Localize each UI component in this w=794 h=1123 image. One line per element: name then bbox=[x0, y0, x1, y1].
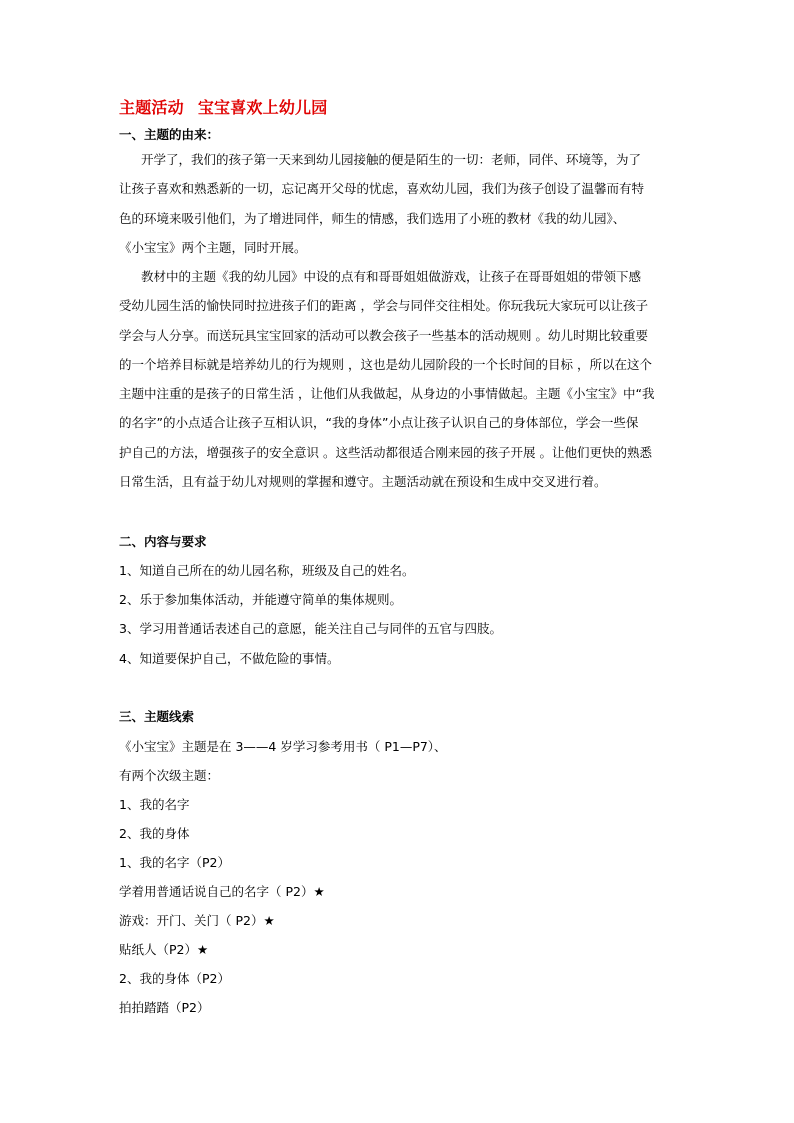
list-item: 1、我的名字（P2） bbox=[119, 855, 230, 870]
paragraph-line: 教材中的主题《我的幼儿园》中设的点有和哥哥姐姐做游戏，让孩子在哥哥姐姐的带领下感 bbox=[141, 269, 642, 284]
list-item: 4、知道要保护自己，不做危险的事情。 bbox=[119, 651, 340, 666]
paragraph-line: 《小宝宝》两个主题，同时开展。 bbox=[119, 239, 307, 255]
paragraph-line: 护自己的方法，增强孩子的安全意识 。这些活动都很适合刚来园的孩子开展 。让他们更快的熟悉 bbox=[119, 444, 652, 460]
list-item: 2、乐于参加集体活动，并能遵守简单的集体规则。 bbox=[119, 592, 402, 607]
list-item: 2、我的身体 bbox=[119, 826, 190, 841]
title-part-1: 主题活动 bbox=[119, 98, 184, 117]
section3-heading: 三、主题线索 bbox=[119, 709, 195, 724]
title-part-2: 宝宝喜欢上幼儿园 bbox=[197, 98, 328, 117]
list-item: 贴纸人（P2）★ bbox=[119, 942, 209, 957]
section1-paragraph-2 bbox=[119, 262, 679, 496]
list-item: 1、我的名字 bbox=[119, 797, 190, 812]
list-item: 2、我的身体（P2） bbox=[119, 971, 230, 986]
paragraph-line: 色的环境来吸引他们，为了增进同伴，师生的情感，我们选用了小班的教材《我的幼儿园》、 bbox=[119, 210, 626, 226]
list-item: 游戏：开门、关门（ P2）★ bbox=[119, 913, 275, 928]
list-item: 拍拍踏踏（P2） bbox=[119, 1000, 210, 1015]
paragraph-line: 主题中注重的是孩子的日常生活 ，让他们从我做起，从身边的小事情做起。主题《小宝宝》中“我 bbox=[119, 386, 655, 402]
paragraph-line: 受幼儿园生活的愉快同时拉进孩子们的距离 ，学会与同伴交往相处。你玩我玩大家玩可以让孩子 bbox=[119, 298, 648, 314]
paragraph-line: 日常生活，且有益于幼儿对规则的掌握和遵守。主题活动就在预设和生成中交叉进行着。 bbox=[119, 474, 607, 490]
paragraph-line: 的一个培养目标就是培养幼儿的行为规则 ，这也是幼儿园阶段的一个长时间的目标 ，所以在这个 bbox=[119, 356, 652, 372]
section2-heading: 二、内容与要求 bbox=[119, 534, 207, 549]
list-item: 有两个次级主题： bbox=[119, 768, 220, 783]
list-item: 《小宝宝》主题是在 3——4 岁学习参考用书（ P1—P7）、 bbox=[119, 739, 447, 754]
paragraph-line: 学会与人分享。而送玩具宝宝回家的活动可以教会孩子一些基本的活动规则 。幼儿时期比较重要 bbox=[119, 327, 648, 343]
list-item: 3、学习用普通话表述自己的意愿，能关注自己与同伴的五官与四肢。 bbox=[119, 621, 502, 636]
paragraph-line: 的名字”的小点适合让孩子互相认识，“我的身体”小点让孩子认识自己的身体部位，学会一些保 bbox=[119, 415, 639, 431]
section1-heading: 一、主题的由来： bbox=[119, 127, 220, 142]
list-item: 1、知道自己所在的幼儿园名称，班级及自己的姓名。 bbox=[119, 563, 415, 578]
document-title bbox=[119, 95, 327, 118]
list-item: 学着用普通话说自己的名字（ P2）★ bbox=[119, 884, 325, 899]
section1-paragraph-1 bbox=[119, 145, 679, 262]
paragraph-line: 让孩子喜欢和熟悉新的一切，忘记离开父母的忧虑，喜欢幼儿园，我们为孩子创设了温馨而有特 bbox=[119, 181, 645, 197]
paragraph-line: 开学了，我们的孩子第一天来到幼儿园接触的便是陌生的一切：老师，同伴、环境等，为了 bbox=[141, 152, 642, 167]
